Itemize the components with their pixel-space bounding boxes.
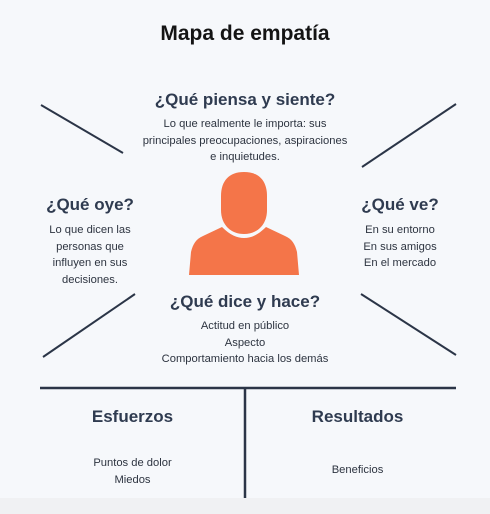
hear-line: influyen en sus [52,257,128,269]
pains-heading: Esfuerzos [91,407,174,426]
gains-description [265,462,450,479]
hear-description [30,222,150,288]
think-feel-heading: ¿Qué piensa y siente? [154,90,336,109]
pains-description [40,455,225,488]
divider-top-left [41,105,123,153]
see-line: En sus amigos [363,240,437,253]
say-do-line: Comportamiento hacia los demás [161,353,329,365]
say-do-heading: ¿Qué dice y hace? [169,292,321,311]
divider-top-right [362,104,456,167]
gains-line: Beneficios [331,464,384,476]
see-line: En su entorno [365,224,435,236]
think-feel-line: Lo que realmente le importa: sus [163,118,327,130]
gains-heading: Resultados [311,407,404,426]
say-do-description [115,318,375,368]
see-line: En el mercado [363,257,437,269]
say-do-line: Aspecto [224,336,266,349]
think-feel-line: principales preocupaciones, aspiraciones [142,134,348,147]
think-feel-line: e inquietudes. [210,151,280,163]
say-do-line: Actitud en público [200,320,290,332]
person-icon-body [189,227,299,275]
hear-line: decisiones. [62,273,118,286]
person-icon-head [221,172,267,234]
see-description [344,222,456,272]
hear-line: personas que [56,240,124,253]
hear-line: Lo que dicen las [49,224,131,236]
see-heading: ¿Qué ve? [361,195,439,214]
page-title: Mapa de empatía [160,22,330,45]
pains-line: Puntos de dolor [93,457,172,469]
think-feel-description [115,116,375,166]
pains-line: Miedos [114,473,151,486]
hear-heading: ¿Qué oye? [46,195,134,214]
person-icon [189,172,299,276]
